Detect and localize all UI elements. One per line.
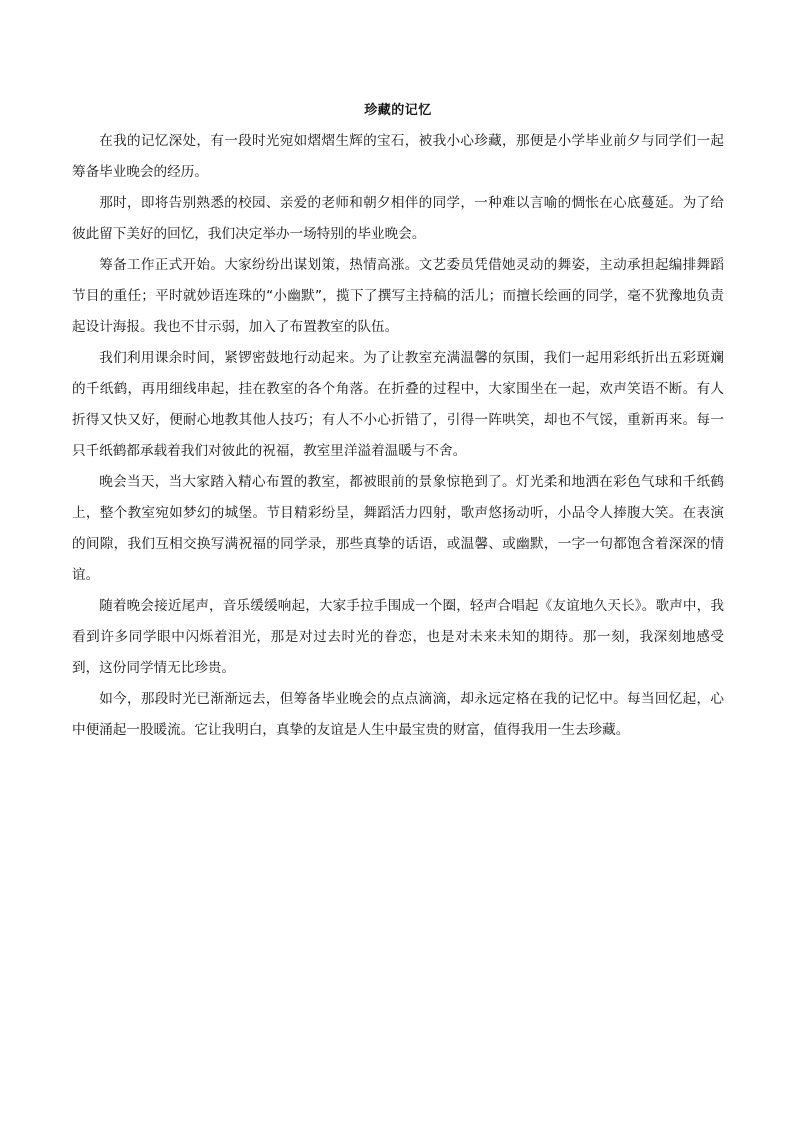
paragraph-6: 随着晚会接近尾声，音乐缓缓响起，大家手拉手围成一个圈，轻声合唱起《友谊地久天长》。歌声中，我看到许多同学眼中闪烁着泪光，那是对过去时光的眷恋，也是对未来未知的期待。那一刻，我深刻地感受到，这份同学情无比珍贵。 bbox=[72, 598, 724, 676]
document-title: 珍藏的记忆 bbox=[364, 103, 432, 118]
paragraph-1: 在我的记忆深处，有一段时光宛如熠熠生辉的宝石，被我小心珍藏，那便是小学毕业前夕与同学们一起筹备毕业晚会的经历。 bbox=[72, 133, 724, 180]
document-body bbox=[72, 98, 724, 746]
paragraph-7: 如今，那段时光已渐渐远去，但筹备毕业晚会的点点滴滴，却永远定格在我的记忆中。每当回忆起，心中便涌起一股暖流。它让我明白，真挚的友谊是人生中最宝贵的财富，值得我用一生去珍藏。 bbox=[72, 691, 724, 738]
paragraph-3: 筹备工作正式开始。大家纷纷出谋划策，热情高涨。文艺委员凭借她灵动的舞姿，主动承担起编排舞蹈节目的重任；平时就妙语连珠的“小幽默”，揽下了撰写主持稿的活儿；而擅长绘画的同学，毫不犹豫地负责起设计海报。我也不甘示弱，加入了布置教室的队伍。 bbox=[72, 257, 724, 335]
paragraph-2: 那时，即将告别熟悉的校园、亲爱的老师和朝夕相伴的同学，一种难以言喻的惆怅在心底蔓延。为了给彼此留下美好的回忆，我们决定举办一场特别的毕业晚会。 bbox=[72, 195, 724, 242]
paragraph-5: 晚会当天，当大家踏入精心布置的教室，都被眼前的景象惊艳到了。灯光柔和地洒在彩色气球和千纸鹤上，整个教室宛如梦幻的城堡。节目精彩纷呈，舞蹈活力四射，歌声悠扬动听，小品令人捧腹大笑。在表演的间隙，我们互相交换写满祝福的同学录，那些真挚的话语，或温馨、或幽默，一字一句都饱含着深深的情谊。 bbox=[72, 474, 724, 583]
paragraph-4: 我们利用课余时间，紧锣密鼓地行动起来。为了让教室充满温馨的氛围，我们一起用彩纸折出五彩斑斓的千纸鹤，再用细线串起，挂在教室的各个角落。在折叠的过程中，大家围坐在一起，欢声笑语不断。有人折得又快又好，便耐心地教其他人技巧；有人不小心折错了，引得一阵哄笑，却也不气馁，重新再来。每一只千纸鹤都承载着我们对彼此的祝福，教室里洋溢着温暖与不舍。 bbox=[72, 350, 724, 459]
